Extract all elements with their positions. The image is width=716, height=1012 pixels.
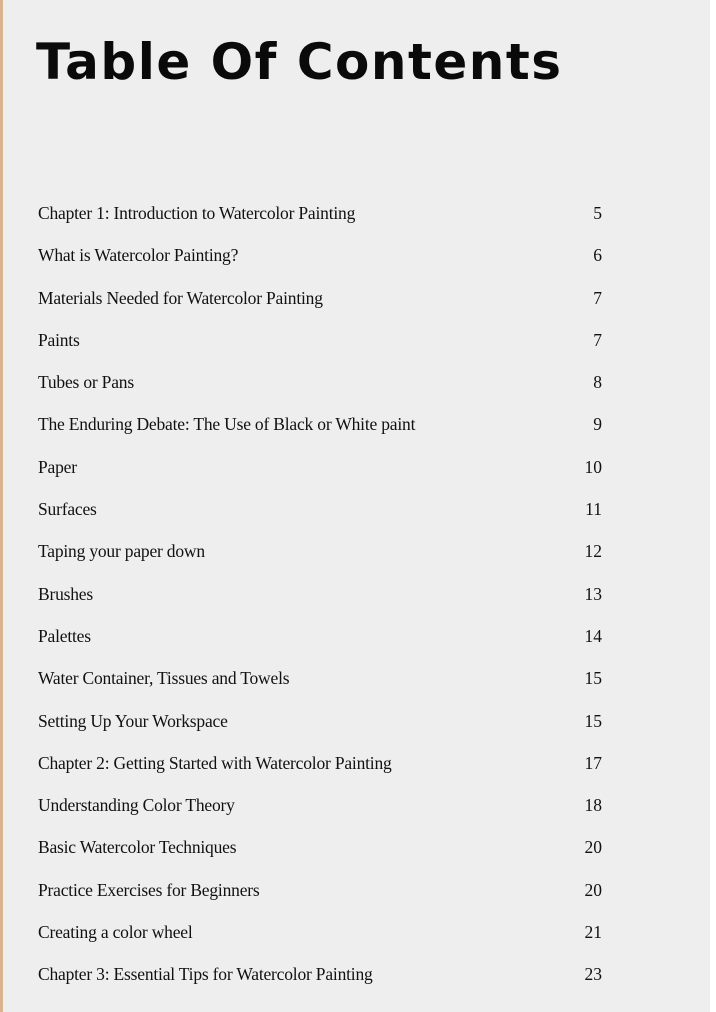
toc-entry-label: Surfaces [38,499,97,520]
toc-entry-page-number: 21 [584,922,602,943]
toc-entry-label: Understanding Color Theory [38,795,235,816]
toc-entry-label: Chapter 1: Introduction to Watercolor Painting [38,203,356,223]
toc-entry-page-number: 7 [593,329,602,350]
toc-entry-label: Setting Up Your Workspace [38,710,228,731]
page-title: Table Of Contents [36,33,563,91]
toc-entry[interactable] [38,616,602,658]
toc-entry[interactable] [38,447,602,489]
toc-entry-label: Materials Needed for Watercolor Painting [38,287,323,308]
toc-entry[interactable] [38,531,602,573]
toc-entry-page-number: 6 [593,245,602,266]
toc-entry-page-number: 15 [584,710,602,731]
toc-entry-label: Chapter 3: Essential Tips for Watercolor Painting [38,964,373,985]
page-margin-edge [710,0,716,1012]
toc-entry-page-number: 20 [584,879,602,900]
toc-entry[interactable] [38,743,602,785]
toc-entry[interactable] [38,278,602,320]
toc-entry-label: Taping your paper down [38,541,205,562]
table-of-contents-list [38,193,602,997]
toc-entry-label: Creating a color wheel [38,922,193,943]
toc-entry-page-number: 15 [584,668,602,689]
toc-entry-label: Palettes [38,625,91,646]
toc-entry-label: Tubes or Pans [38,372,134,393]
toc-entry-page-number: 7 [593,287,602,308]
toc-entry-label: Paper [38,456,77,477]
toc-entry-page-number: 18 [584,795,602,816]
toc-entry[interactable] [38,785,602,827]
toc-entry[interactable] [38,912,602,954]
toc-entry-label: Brushes [38,583,93,604]
toc-entry-page-number: 12 [584,541,602,562]
toc-entry-label: Water Container, Tissues and Towels [38,668,290,689]
toc-entry-page-number: 13 [584,583,602,604]
toc-entry-label: Chapter 2: Getting Started with Watercolor Painting [38,752,392,773]
page-edge-accent [0,0,3,1012]
toc-entry-page-number: 10 [584,456,602,477]
toc-entry-label: What is Watercolor Painting? [38,245,239,266]
toc-entry-page-number: 14 [584,625,602,646]
toc-entry[interactable] [38,954,602,996]
toc-entry[interactable] [38,574,602,616]
toc-entry-page-number: 20 [584,837,602,858]
toc-entry[interactable] [38,235,602,277]
toc-entry[interactable] [38,404,602,446]
toc-entry-page-number: 23 [584,964,602,985]
toc-entry-label: Practice Exercises for Beginners [38,879,260,900]
toc-entry-page-number: 5 [593,203,602,223]
toc-entry-page-number: 17 [584,752,602,773]
toc-entry[interactable] [38,827,602,869]
toc-entry[interactable] [38,701,602,743]
toc-entry[interactable] [38,320,602,362]
toc-entry-page-number: 8 [593,372,602,393]
toc-entry[interactable] [38,870,602,912]
toc-entry[interactable] [38,489,602,531]
toc-entry-label: Basic Watercolor Techniques [38,837,237,858]
toc-entry-page-number: 9 [593,414,602,435]
toc-entry-label: Paints [38,329,80,350]
toc-entry[interactable] [38,362,602,404]
toc-entry-page-number: 11 [585,499,602,520]
toc-entry-label: The Enduring Debate: The Use of Black or White paint [38,414,416,435]
toc-entry[interactable] [38,193,602,235]
toc-entry[interactable] [38,658,602,700]
